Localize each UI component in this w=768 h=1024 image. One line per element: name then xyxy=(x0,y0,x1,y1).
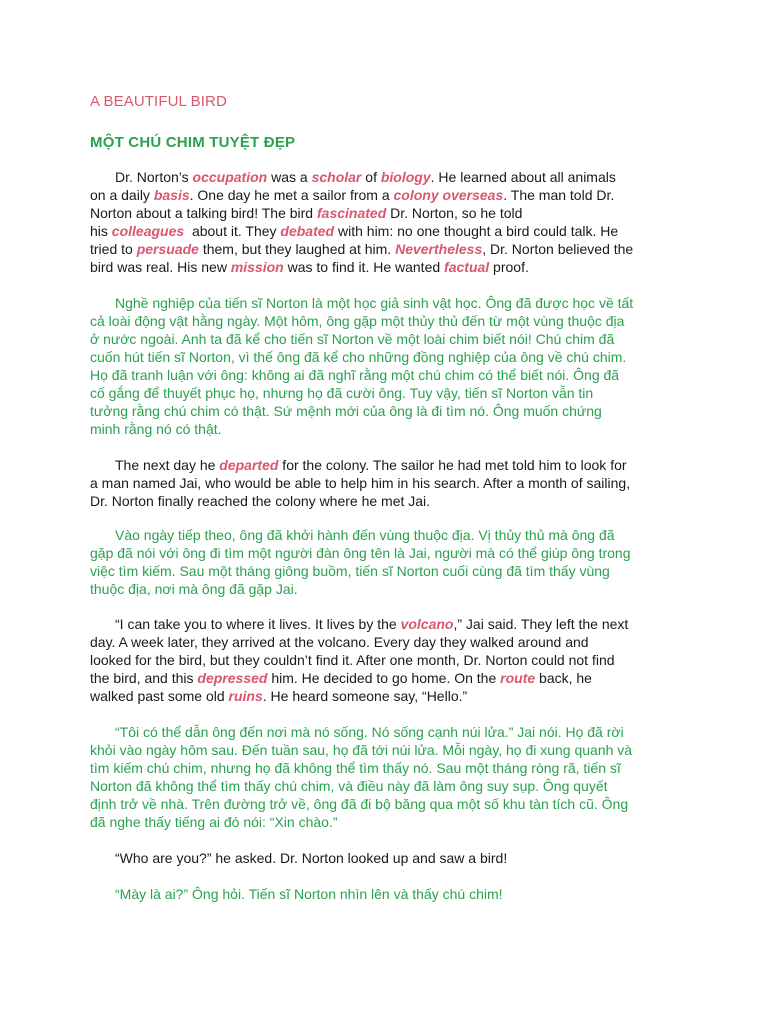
vocabulary-keyword: depressed xyxy=(197,670,268,686)
text-segment: . One day he met a sailor from a xyxy=(189,187,394,203)
text-segment: . The man told Dr. Norton about a talking bird! The bird xyxy=(90,187,615,221)
text-segment: proof. xyxy=(489,259,529,275)
vocabulary-keyword: debated xyxy=(280,223,335,239)
text-segment: back, he walked past some old xyxy=(90,670,592,704)
paragraph-1-vietnamese xyxy=(90,294,686,438)
text-segment: Dr. Norton’s xyxy=(115,169,193,185)
text-segment: was to find it. He wanted xyxy=(283,259,445,275)
title-vietnamese: MỘT CHÚ CHIM TUYỆT ĐẸP xyxy=(90,134,296,151)
text-segment: about it. They xyxy=(184,223,281,239)
text-segment: Vào ngày tiếp theo, ông đã khởi hành đến vùng thuộc địa. Vị thủy thủ mà ông đã gặp đã nói với ông đi tìm một người đàn ông tên là Jai, người mà có thể giúp ông trong việc tìm kiếm. Sau một tháng giông buồm, tiến sĩ Norton cuối cùng đã tìm thấy vùng thuộc địa, nơi mà ông đã gặp Jai. xyxy=(90,527,631,597)
vocabulary-keyword: basis xyxy=(153,187,190,203)
vocabulary-keyword: route xyxy=(500,670,536,686)
title-english: A BEAUTIFUL BIRD xyxy=(90,93,227,110)
paragraph-1-english xyxy=(90,168,686,276)
text-segment: The next day he xyxy=(115,457,220,473)
text-segment: them, but they laughed at him. xyxy=(198,241,396,257)
vocabulary-keyword: mission xyxy=(230,259,284,275)
text-segment: “Mày là ai?” Ông hỏi. Tiến sĩ Norton nhìn lên và thấy chú chim! xyxy=(115,886,503,902)
text-segment: ,” Jai said. They left the next day. A week later, they arrived at the volcano. Every day they walked around and looked for the bird, but they couldn’t find it. After one month, Dr. Norton could not find the bird, and this xyxy=(90,616,629,686)
paragraph-4-english xyxy=(90,849,686,867)
vocabulary-keyword: volcano xyxy=(400,616,454,632)
text-segment: “Tôi có thể dẫn ông đến nơi mà nó sống. Nó sống cạnh núi lửa.” Jai nói. Họ đã rời khỏi vào ngày hôm sau. Đến tuần sau, họ đã tới núi lửa. Mỗi ngày, họ đi xung quanh và tìm kiếm chú chim, nhưng họ đã không thể tìm thấy nó. Sau một tháng ròng rã, tiến sĩ Norton đã không thể tìm thấy chú chim, và điều này đã làm ông suy sụp. Ông quyết định trở về nhà. Trên đường trở về, ông đã đi bộ băng qua một số khu tàn tích cũ. Ông đã nghe thấy tiếng ai đó nói: “Xin chào.” xyxy=(90,724,633,830)
paragraph-3-vietnamese xyxy=(90,723,686,831)
text-segment: of xyxy=(361,169,381,185)
paragraph-2-vietnamese xyxy=(90,526,686,598)
text-segment: Nghề nghiệp của tiến sĩ Norton là một học giả sinh vật học. Ông đã được học về tất cả loài động vật hằng ngày. Một hôm, ông gặp một thủy thủ đến từ một vùng thuộc địa ở nước ngoài. Anh ta đã kể cho tiến sĩ Norton về một loài chim biết nói! Chú chim đã cuốn hút tiến sĩ Norton, vì thế ông đã kể cho những đồng nghiệp của ông về chú chim. Họ đã tranh luận với ông: không ai đã nghĩ rằng một chú chim có thể biết nói. Ông đã cố gắng để thuyết phục họ, nhưng họ đã cười ông. Tuy vậy, tiến sĩ Norton vẫn tin tưởng rằng chú chim có thật. Sứ mệnh mới của ông là đi tìm nó. Ông muốn chứng minh rằng nó có thật. xyxy=(90,295,634,437)
text-segment: “Who are you?” he asked. Dr. Norton looked up and saw a bird! xyxy=(115,850,508,866)
text-segment: “I can take you to where it lives. It lives by the xyxy=(115,616,401,632)
vocabulary-keyword: scholar xyxy=(311,169,362,185)
vocabulary-keyword: factual xyxy=(444,259,490,275)
vocabulary-keyword: biology xyxy=(380,169,431,185)
vocabulary-keyword: colony overseas xyxy=(393,187,504,203)
vocabulary-keyword: departed xyxy=(219,457,279,473)
text-segment: with him: no one thought a bird could talk. He tried to xyxy=(90,223,619,257)
text-segment: was a xyxy=(267,169,312,185)
vocabulary-keyword: persuade xyxy=(136,241,199,257)
vocabulary-keyword: ruins xyxy=(228,688,263,704)
text-segment: Dr. Norton, so he told his xyxy=(90,205,523,239)
text-segment: . He learned about all animals on a daily xyxy=(90,169,616,203)
vocabulary-keyword: colleagues xyxy=(111,223,185,239)
paragraph-2-english xyxy=(90,456,686,510)
vocabulary-keyword: fascinated xyxy=(317,205,387,221)
vocabulary-keyword: Nevertheless xyxy=(395,241,483,257)
text-segment: for the colony. The sailor he had met told him to look for a man named Jai, who would be able to help him in his search. After a month of sailing, Dr. Norton finally reached the colony where he met Jai. xyxy=(90,457,631,509)
paragraph-4-vietnamese xyxy=(90,885,686,903)
text-segment: . He heard someone say, “Hello.” xyxy=(262,688,468,704)
paragraph-3-english xyxy=(90,615,686,705)
text-segment: , Dr. Norton believed the bird was real. His new xyxy=(90,241,634,275)
text-segment: him. He decided to go home. On the xyxy=(267,670,501,686)
vocabulary-keyword: occupation xyxy=(192,169,268,185)
